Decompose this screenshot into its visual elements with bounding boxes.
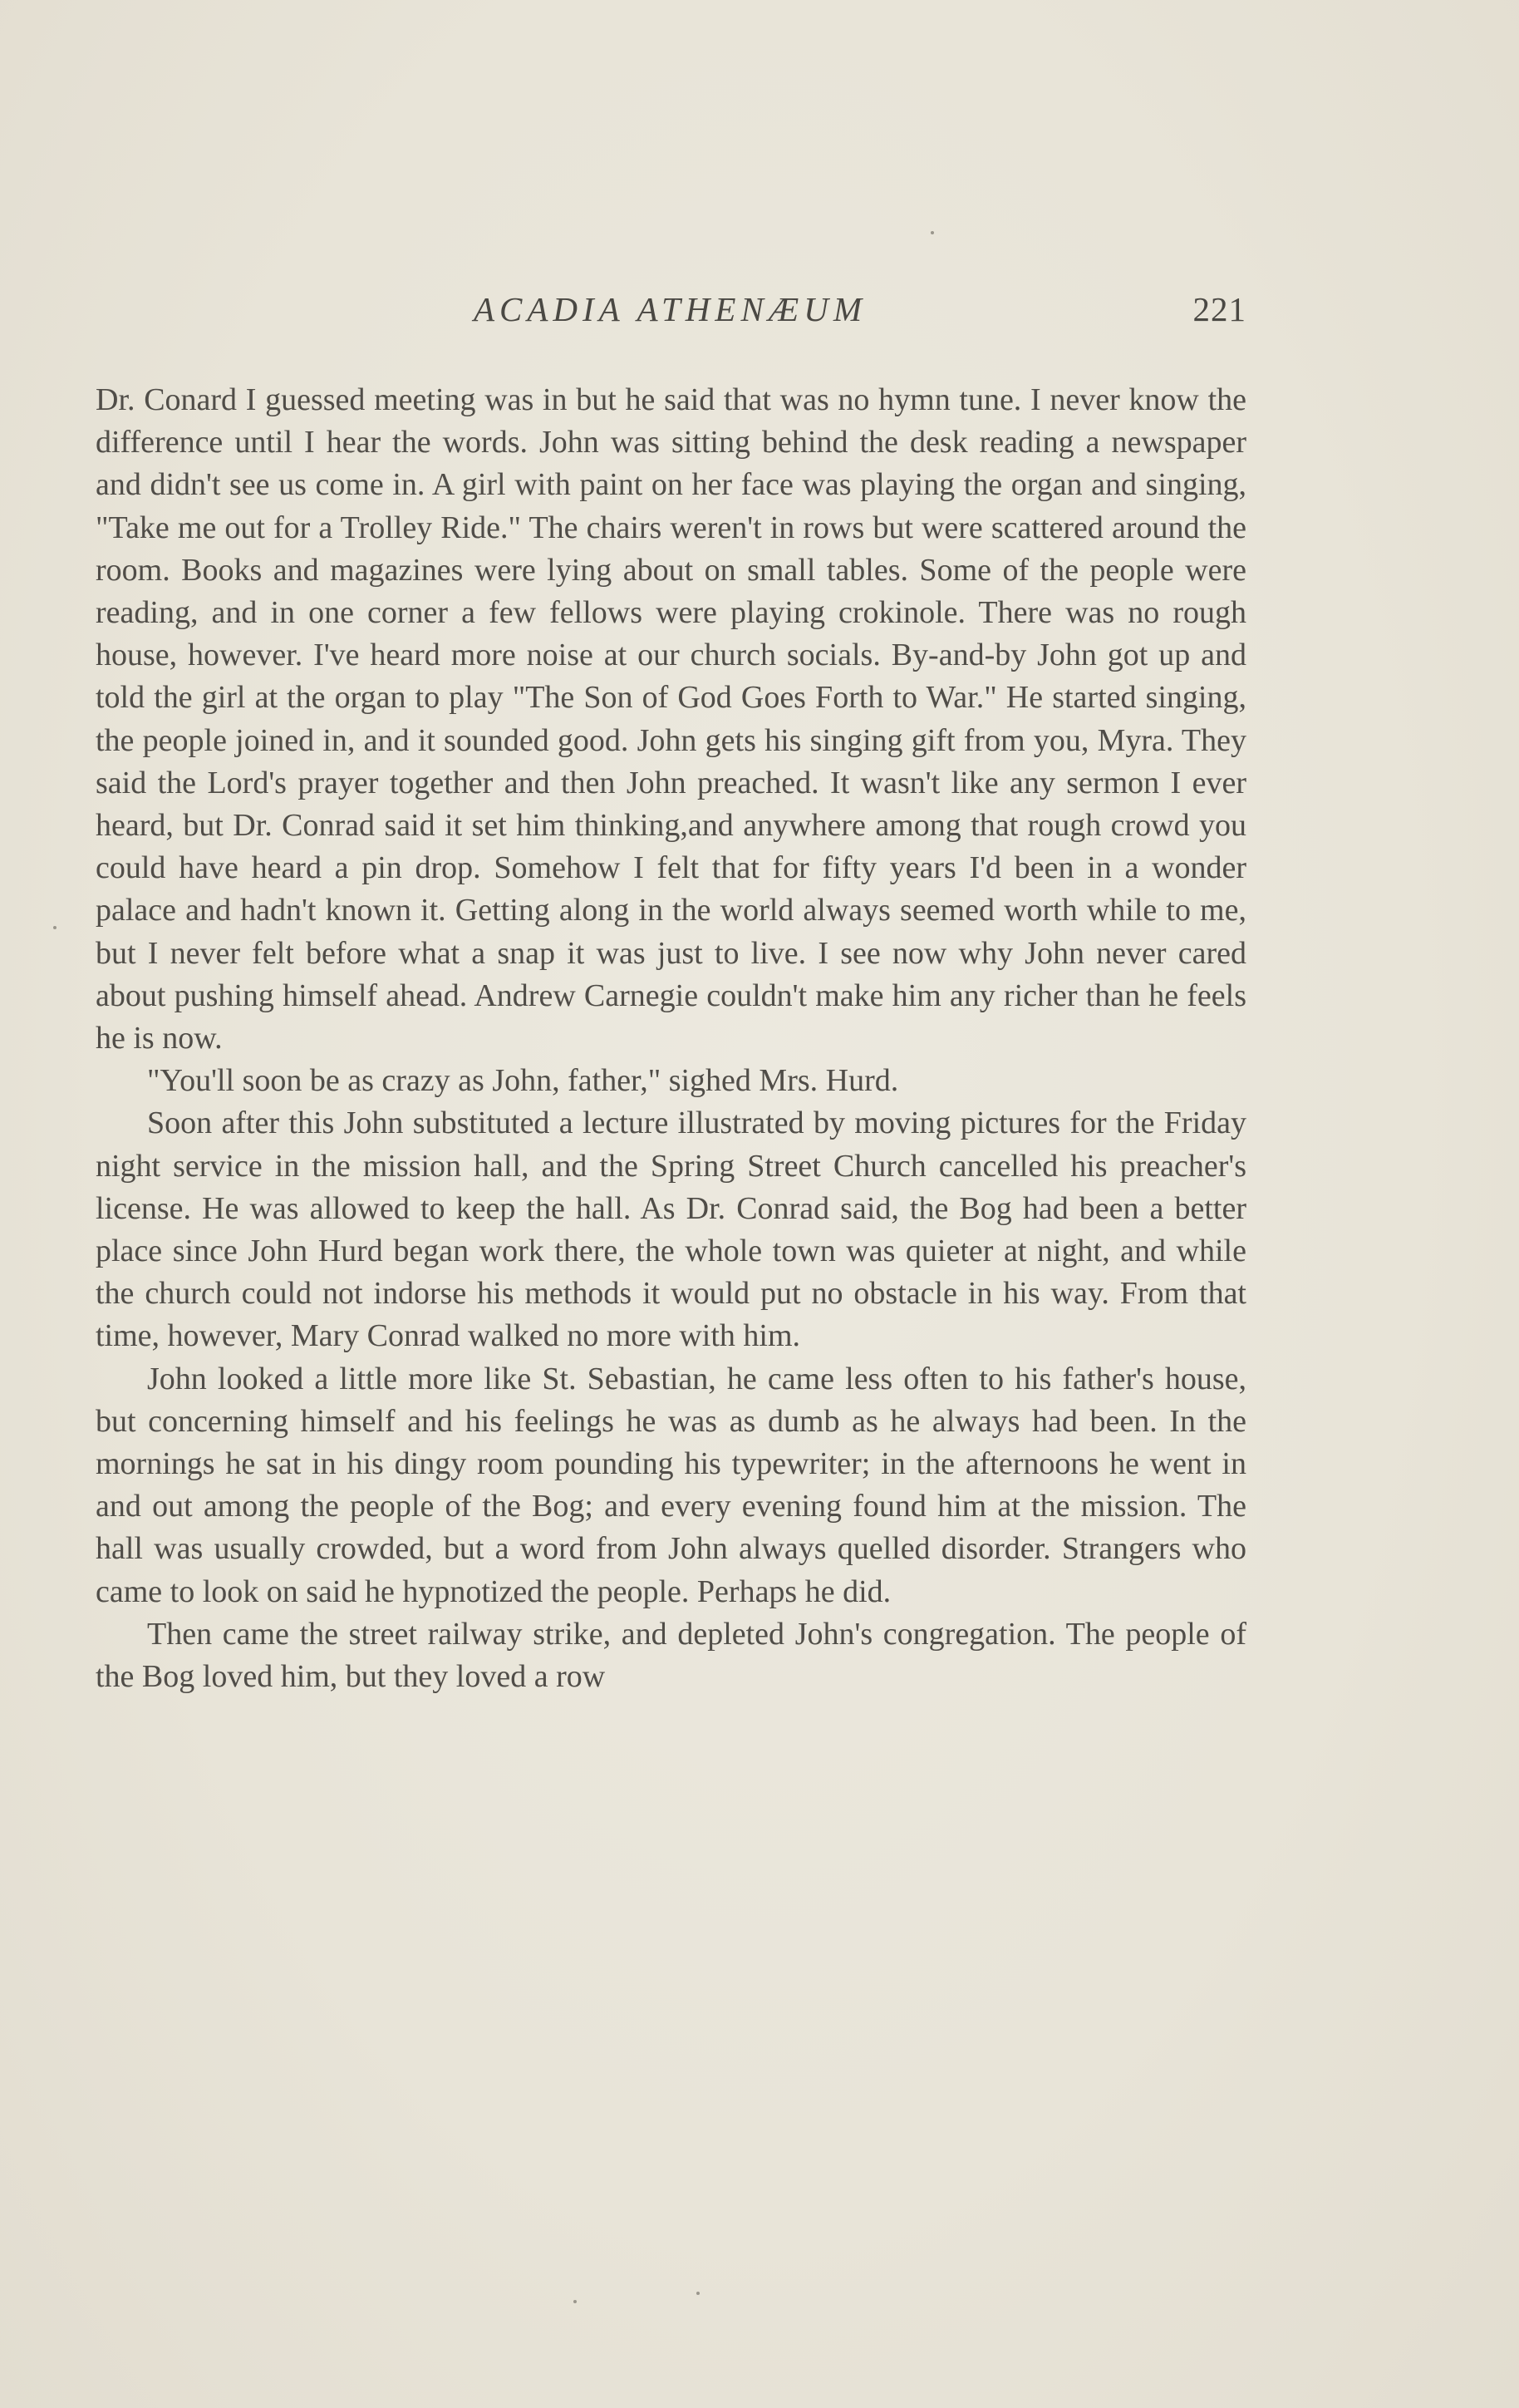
paragraph: Then came the street railway strike, and depleted John's congregation. The people of the Bog loved him, but they loved a row xyxy=(96,1616,1246,1695)
running-title: ACADIA ATHENÆUM xyxy=(473,290,868,328)
paper-speck xyxy=(53,926,57,929)
body-text xyxy=(96,379,1246,1698)
paragraph: John looked a little more like St. Sebastian, he came less often to his father's house, but concerning himself and his feelings he was as dumb as he always had been. In the mornings he sat in his dingy room pounding his typewriter; in the afternoons he went in and out among the people of the Bog; and every evening found him at the mission. The hall was usually crowded, but a word from John always quelled disorder. Strangers who came to look on said he hypnotized the people. Perhaps he did. xyxy=(96,1361,1246,1609)
running-head xyxy=(94,289,1246,339)
paragraph: Soon after this John substituted a lecture illustrated by moving pictures for the Friday night service in the mission hall, and the Spring Street Church cancelled his preacher's license. He was allowed to keep the hall. As Dr. Conrad said, the Bog had been a better place since John Hurd began work there, the whole town was quieter at night, and while the church could not indorse his methods it would put no obstacle in his way. From that time, however, Mary Conrad walked no more with him. xyxy=(96,1106,1246,1354)
paper-speck xyxy=(931,231,934,234)
paragraph: "You'll soon be as crazy as John, father," sighed Mrs. Hurd. xyxy=(147,1063,899,1099)
paragraph-continued: Dr. Conard I guessed meeting was in but he said that was no hymn tune. I never know the difference until I hear the words. John was sitting behind the desk reading a newspaper and didn't see us come in. A girl with paint on her face was playing the organ and singing, "Take me out for a Trolley Ride." The chairs weren't in rows but were scattered around the room. Books and magazines were lying about on small tables. Some of the people were reading, and in one corner a few fellows were playing crokinole. There was no rough house, however. I've heard more noise at our church socials. By-and-by John got up and told the girl at the organ to play "The Son of God Goes Forth to War." He started singing, the people joined in, and it sounded good. John gets his singing gift from you, Myra. They said the Lord's prayer together and then John preached. It wasn't like any sermon I ever heard, but Dr. Conrad said it set him thinking,and anywhere among that rough crowd you could have heard a pin drop. Somehow I felt that for fifty years I'd been in a wonder palace and hadn't known it. Getting along in the world always seemed worth while to me, but I never felt before what a snap it was just to live. I see now why John never cared about pushing himself ahead. Andrew Carnegie couldn't make him any richer than he feels he is now. xyxy=(96,382,1246,1056)
paper-speck xyxy=(573,2300,577,2303)
page-number: 221 xyxy=(1192,290,1246,328)
paper-speck xyxy=(696,2292,700,2295)
